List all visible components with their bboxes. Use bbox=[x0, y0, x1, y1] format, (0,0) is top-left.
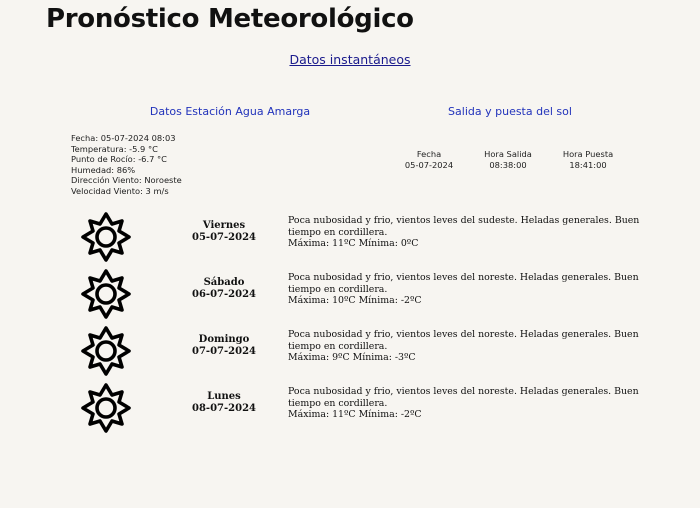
forecast-day bbox=[186, 391, 262, 415]
station-section-title: Datos Estación Agua Amarga bbox=[149, 105, 311, 118]
forecast-day-name: Viernes bbox=[202, 220, 246, 231]
sun-header-sunrise: Hora Salida bbox=[484, 149, 532, 159]
forecast-description: Poca nubosidad y frio, vientos leves del noreste. Heladas generales. Buen tiempo en cordillera. bbox=[288, 329, 639, 352]
station-temperature: Temperatura: -5.9 °C bbox=[71, 143, 158, 154]
forecast-day-name: Domingo bbox=[198, 334, 250, 345]
forecast-day bbox=[186, 277, 262, 301]
forecast-day bbox=[186, 334, 262, 358]
station-date: Fecha: 05-07-2024 08:03 bbox=[71, 133, 176, 143]
forecast-description: Poca nubosidad y frio, vientos leves del sudeste. Heladas generales. Buen tiempo en cordillera. bbox=[288, 215, 640, 238]
forecast-temps: Máxima: 11ºC Mínima: -2ºC bbox=[288, 409, 422, 420]
sun-icon bbox=[79, 324, 133, 378]
forecast-text bbox=[288, 215, 668, 250]
forecast-temps: Máxima: 10ºC Mínima: -2ºC bbox=[288, 295, 422, 306]
forecast-row bbox=[0, 209, 700, 266]
station-data bbox=[71, 133, 182, 197]
forecast-date: 07-07-2024 bbox=[192, 346, 256, 357]
forecast-description: Poca nubosidad y frio, vientos leves del noreste. Heladas generales. Buen tiempo en cordillera. bbox=[288, 272, 639, 295]
sun-section-title: Salida y puesta del sol bbox=[448, 105, 572, 118]
forecast-day-name: Sábado bbox=[203, 277, 245, 288]
forecast-text bbox=[288, 329, 668, 364]
forecast-date: 08-07-2024 bbox=[192, 403, 256, 414]
sun-header-sunset: Hora Puesta bbox=[562, 149, 614, 159]
forecast-day bbox=[186, 220, 262, 244]
sun-icon bbox=[79, 210, 133, 264]
forecast-temps: Máxima: 11ºC Mínima: 0ºC bbox=[288, 238, 419, 249]
forecast-date: 06-07-2024 bbox=[192, 289, 256, 300]
station-wind-direction: Dirección Viento: Noroeste bbox=[71, 175, 182, 186]
forecast-row bbox=[0, 323, 700, 380]
forecast-description: Poca nubosidad y frio, vientos leves del noreste. Heladas generales. Buen tiempo en cordillera. bbox=[288, 386, 639, 409]
sun-table-header bbox=[390, 149, 628, 160]
forecast-day-name: Lunes bbox=[207, 391, 241, 402]
page-title: Pronóstico Meteorológico bbox=[46, 4, 414, 34]
station-humidity: Humedad: 86% bbox=[71, 164, 136, 175]
top-nav bbox=[0, 52, 700, 67]
forecast-text bbox=[288, 272, 668, 307]
sun-value-sunrise: 08:38:00 bbox=[489, 159, 527, 170]
forecast-date: 05-07-2024 bbox=[192, 232, 256, 243]
station-dew-point: Punto de Rocío: -6.7 °C bbox=[71, 154, 167, 165]
forecast-text bbox=[288, 386, 668, 421]
forecast-temps: Máxima: 9ºC Mínima: -3ºC bbox=[288, 352, 416, 363]
sun-value-date: 05-07-2024 bbox=[404, 159, 454, 170]
sun-table bbox=[390, 149, 628, 170]
sun-table-row bbox=[390, 160, 628, 171]
forecast-row bbox=[0, 380, 700, 437]
forecast-row bbox=[0, 266, 700, 323]
sun-icon bbox=[79, 381, 133, 435]
sun-value-sunset: 18:41:00 bbox=[569, 159, 607, 170]
instant-data-link[interactable]: Datos instantáneos bbox=[289, 52, 411, 67]
station-wind-speed: Velocidad Viento: 3 m/s bbox=[71, 185, 169, 196]
sun-header-date: Fecha bbox=[416, 149, 442, 159]
sun-icon bbox=[79, 267, 133, 321]
